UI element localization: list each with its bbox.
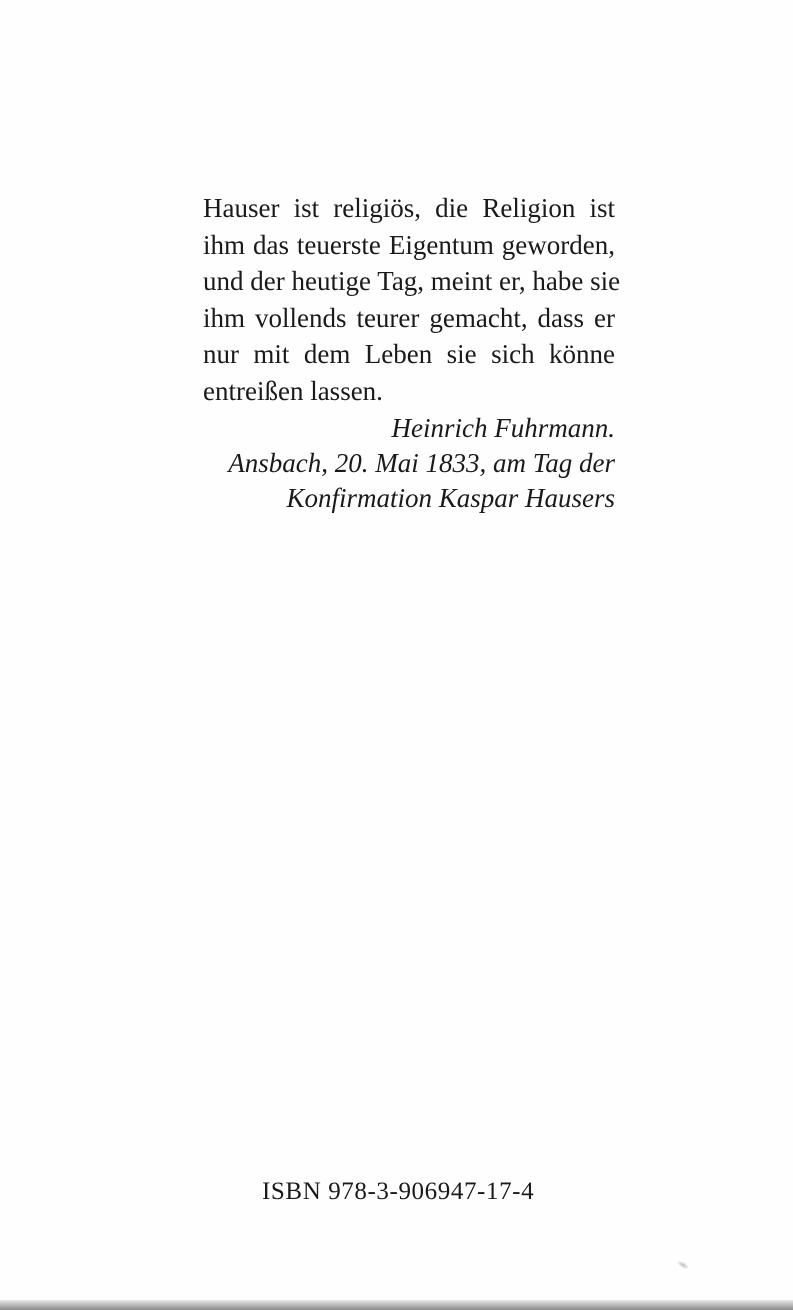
attribution-author: Heinrich Fuhrmann. bbox=[391, 413, 615, 443]
quote-line-1: Hauser ist religiös, die Religion ist bbox=[203, 193, 615, 223]
quote-line-3: und der heutige Tag, meint er, habe sie bbox=[203, 266, 621, 296]
quote-line-6: entreißen lassen. bbox=[203, 375, 383, 406]
scan-speck bbox=[675, 1259, 690, 1271]
quote-line-2: ihm das teuerste Eigentum geworden, bbox=[203, 229, 615, 260]
quote-line-5: nur mit dem Leben sie sich könne bbox=[203, 339, 615, 369]
epigraph bbox=[203, 190, 621, 516]
attribution-place-date: Ansbach, 20. Mai 1833, am Tag der bbox=[228, 448, 615, 478]
isbn-number: ISBN 978-3-906947-17-4 bbox=[262, 1178, 535, 1205]
quote-line-4: ihm vollends teurer gemacht, dass er bbox=[203, 302, 615, 333]
attribution-occasion: Konfirmation Kaspar Hausers bbox=[286, 483, 615, 513]
quote-attribution bbox=[203, 411, 615, 516]
scan-bottom-edge bbox=[0, 1300, 793, 1310]
